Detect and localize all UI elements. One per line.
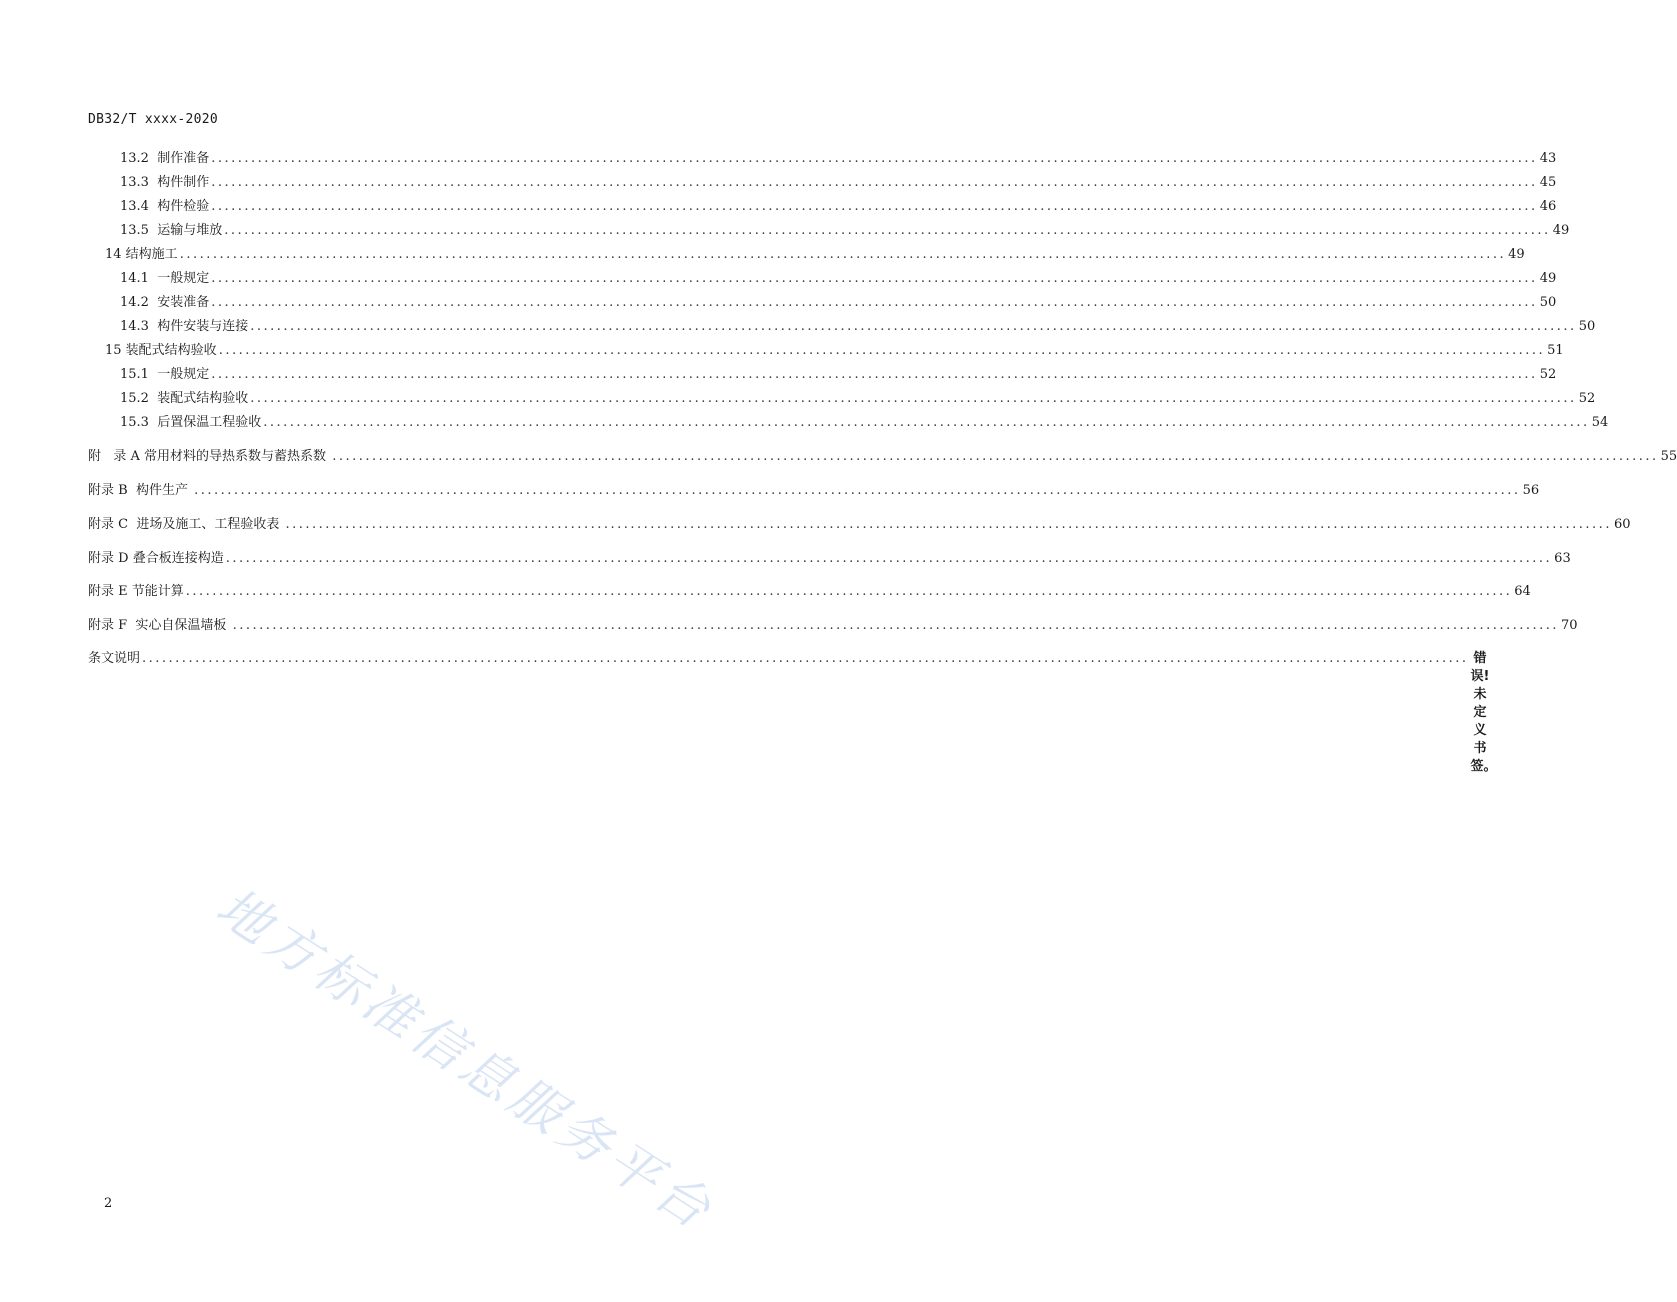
- toc-entry[interactable]: [120, 390, 1596, 408]
- toc-entry-page: 52: [1578, 391, 1596, 406]
- toc-leader-dots: ........................................................................................................................................................................................................: [211, 175, 1538, 190]
- toc-entry-page: 52: [1539, 367, 1557, 382]
- toc-entry[interactable]: [105, 342, 1564, 360]
- watermark-text: 地方标准信息服务平台: [205, 876, 725, 1244]
- toc-entry-label: 附录 E 节能计算: [88, 584, 184, 599]
- toc-entry-label: 附录 B 构件生产: [88, 483, 193, 498]
- toc-entry-label: 15.3 后置保温工程验收: [120, 415, 262, 430]
- toc-entry-page: 70: [1561, 618, 1578, 633]
- toc-entry-page: 51: [1547, 343, 1564, 358]
- page-number: 2: [104, 1196, 113, 1211]
- toc-entry[interactable]: [88, 482, 1540, 500]
- toc-leader-dots: ........................................................................................................................................................................................................: [263, 415, 1590, 430]
- toc-entry[interactable]: [88, 617, 1578, 635]
- toc-entry-page: 49: [1552, 223, 1570, 238]
- toc-entry[interactable]: [105, 246, 1525, 264]
- toc-entry-label: 15.2 装配式结构验收: [120, 391, 249, 406]
- toc-entry-label: 附 录 A 常用材料的导热系数与蓄热系数: [88, 449, 331, 464]
- toc-entry-label: 13.4 构件检验: [120, 199, 210, 214]
- toc-entry-label: 附录 D 叠合板连接构造: [88, 551, 224, 566]
- toc-entry-page: 63: [1554, 551, 1571, 566]
- toc-leader-dots: ........................................................................................................................................................................................................: [211, 367, 1538, 382]
- toc-entry[interactable]: [120, 150, 1557, 168]
- toc-leader-dots: ........................................................................................................................................................................................................: [332, 449, 1659, 464]
- toc-leader-dots: ........................................................................................................................................................................................................: [142, 651, 1469, 666]
- toc-entry-label: 附录 C 进场及施工、工程验收表: [88, 517, 284, 532]
- document-code-header: DB32/T xxxx-2020: [88, 112, 219, 127]
- toc-entry-page: 64: [1514, 584, 1531, 599]
- toc-entry-label: 13.5 运输与堆放: [120, 223, 223, 238]
- toc-entry[interactable]: [120, 414, 1609, 432]
- toc-leader-dots: ........................................................................................................................................................................................................: [211, 151, 1538, 166]
- toc-leader-dots: ........................................................................................................................................................................................................: [232, 618, 1560, 633]
- toc-entry-page: 46: [1539, 199, 1557, 214]
- toc-leader-dots: ........................................................................................................................................................................................................: [224, 223, 1551, 238]
- toc-leader-dots: ........................................................................................................................................................................................................: [285, 517, 1612, 532]
- toc-entry[interactable]: [120, 318, 1596, 336]
- toc-entry-page: 50: [1578, 319, 1596, 334]
- toc-entry-label: 13.2 制作准备: [120, 151, 210, 166]
- toc-entry-page: 55: [1660, 449, 1677, 464]
- toc-error-text: 错误!未定义书签。: [1470, 651, 1497, 774]
- toc-entry[interactable]: [120, 270, 1557, 288]
- toc-entry-label: 15.1 一般规定: [120, 367, 210, 382]
- toc-leader-dots: ........................................................................................................................................................................................................: [185, 584, 1513, 599]
- toc-entry-label: 15 装配式结构验收: [105, 343, 217, 358]
- toc-entry-page: 49: [1539, 271, 1557, 286]
- toc-entry-page: 54: [1591, 415, 1609, 430]
- toc-leader-dots: ........................................................................................................................................................................................................: [225, 551, 1553, 566]
- toc-leader-dots: ........................................................................................................................................................................................................: [250, 391, 1577, 406]
- toc-entry-page: 43: [1539, 151, 1557, 166]
- toc-leader-dots: ........................................................................................................................................................................................................: [218, 343, 1546, 358]
- toc-entry[interactable]: [120, 198, 1557, 216]
- toc-entry-page: 60: [1613, 517, 1631, 532]
- toc-entry[interactable]: [88, 448, 1677, 466]
- toc-entry-label: 14 结构施工: [105, 247, 178, 262]
- toc-entry-label: 14.1 一般规定: [120, 271, 210, 286]
- toc-entry-page: 45: [1539, 175, 1557, 190]
- toc-entry[interactable]: [88, 583, 1531, 601]
- toc-entry[interactable]: [120, 366, 1557, 384]
- toc-entry[interactable]: [88, 650, 1497, 776]
- toc-entry-page: 56: [1522, 483, 1540, 498]
- toc-entry[interactable]: [120, 294, 1557, 312]
- toc-entry[interactable]: [88, 550, 1571, 568]
- toc-entry-label: 14.3 构件安装与连接: [120, 319, 249, 334]
- toc-leader-dots: ........................................................................................................................................................................................................: [211, 271, 1538, 286]
- toc-entry-page: 49: [1508, 247, 1525, 262]
- toc-entry-label: 14.2 安装准备: [120, 295, 210, 310]
- toc-entry[interactable]: [120, 174, 1557, 192]
- toc-leader-dots: ........................................................................................................................................................................................................: [211, 295, 1538, 310]
- toc-entry-label: 条文说明: [88, 651, 141, 666]
- toc-entry-page: 50: [1539, 295, 1557, 310]
- toc-leader-dots: ........................................................................................................................................................................................................: [194, 483, 1521, 498]
- toc-entry-label: 附录 F 实心自保温墙板: [88, 618, 231, 633]
- toc-leader-dots: ........................................................................................................................................................................................................: [250, 319, 1577, 334]
- toc-entry[interactable]: [88, 516, 1631, 534]
- toc-entry[interactable]: [120, 222, 1570, 240]
- toc-leader-dots: ........................................................................................................................................................................................................: [179, 247, 1507, 262]
- toc-entry-label: 13.3 构件制作: [120, 175, 210, 190]
- toc-leader-dots: ........................................................................................................................................................................................................: [211, 199, 1538, 214]
